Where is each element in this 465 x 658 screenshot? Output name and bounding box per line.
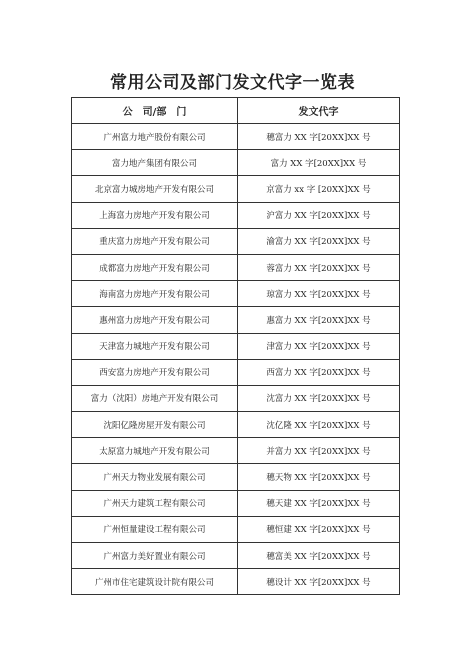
code-cell: 穗天物 XX 字[20XX]XX 号 xyxy=(238,464,400,490)
company-cell: 成都富力房地产开发有限公司 xyxy=(72,254,238,280)
table-row xyxy=(72,385,400,411)
code-cell: 并富力 XX 字[20XX]XX 号 xyxy=(238,438,400,464)
column-header-code: 发文代字 xyxy=(238,98,400,124)
code-cell: 京富力 xx 字 [20XX]XX 号 xyxy=(238,176,400,202)
table-row xyxy=(72,281,400,307)
company-cell: 沈阳亿隆房屋开发有限公司 xyxy=(72,412,238,438)
code-cell: 琼富力 XX 字[20XX]XX 号 xyxy=(238,281,400,307)
page-title: 常用公司及部门发文代字一览表 xyxy=(110,73,355,93)
company-cell: 富力地产集团有限公司 xyxy=(72,150,238,176)
table-row xyxy=(72,359,400,385)
code-cell: 沈亿隆 XX 字[20XX]XX 号 xyxy=(238,412,400,438)
company-cell: 北京富力城房地产开发有限公司 xyxy=(72,176,238,202)
code-cell: 穗天建 XX 字[20XX]XX 号 xyxy=(238,490,400,516)
code-cell: 穗恒建 XX 字[20XX]XX 号 xyxy=(238,516,400,542)
code-cell: 渝富力 XX 字[20XX]XX 号 xyxy=(238,228,400,254)
table-row xyxy=(72,464,400,490)
code-cell: 沈富力 XX 字[20XX]XX 号 xyxy=(238,385,400,411)
code-cell: 津富力 XX 字[20XX]XX 号 xyxy=(238,333,400,359)
company-cell: 西安富力房地产开发有限公司 xyxy=(72,359,238,385)
table-row xyxy=(72,543,400,569)
code-cell: 穗富美 XX 字[20XX]XX 号 xyxy=(238,543,400,569)
company-cell: 海南富力房地产开发有限公司 xyxy=(72,281,238,307)
table-row xyxy=(72,307,400,333)
table-header-row xyxy=(72,98,400,124)
table-row xyxy=(72,124,400,150)
table-row xyxy=(72,150,400,176)
company-cell: 广州天力建筑工程有限公司 xyxy=(72,490,238,516)
company-cell: 广州恒量建设工程有限公司 xyxy=(72,516,238,542)
table-row xyxy=(72,438,400,464)
code-cell: 蓉富力 XX 字[20XX]XX 号 xyxy=(238,254,400,280)
code-cell: 穗设计 XX 字[20XX]XX 号 xyxy=(238,569,400,595)
table-row xyxy=(72,569,400,595)
table-row xyxy=(72,176,400,202)
code-cell: 穗富力 XX 字[20XX]XX 号 xyxy=(238,124,400,150)
table-row xyxy=(72,202,400,228)
table-row xyxy=(72,490,400,516)
company-cell: 天津富力城地产开发有限公司 xyxy=(72,333,238,359)
company-cell: 太原富力城地产开发有限公司 xyxy=(72,438,238,464)
company-cell: 广州天力物业发展有限公司 xyxy=(72,464,238,490)
table-row xyxy=(72,516,400,542)
table-row xyxy=(72,333,400,359)
company-cell: 上海富力房地产开发有限公司 xyxy=(72,202,238,228)
table-row xyxy=(72,412,400,438)
table-row xyxy=(72,228,400,254)
company-cell: 重庆富力房地产开发有限公司 xyxy=(72,228,238,254)
code-cell: 西富力 XX 字[20XX]XX 号 xyxy=(238,359,400,385)
code-cell: 惠富力 XX 字[20XX]XX 号 xyxy=(238,307,400,333)
code-cell: 富力 XX 字[20XX]XX 号 xyxy=(238,150,400,176)
company-cell: 广州富力美好置业有限公司 xyxy=(72,543,238,569)
code-cell: 沪富力 XX 字[20XX]XX 号 xyxy=(238,202,400,228)
code-table xyxy=(71,97,400,595)
company-cell: 广州富力地产股份有限公司 xyxy=(72,124,238,150)
company-cell: 惠州富力房地产开发有限公司 xyxy=(72,307,238,333)
company-cell: 广州市住宅建筑设计院有限公司 xyxy=(72,569,238,595)
company-cell: 富力（沈阳）房地产开发有限公司 xyxy=(72,385,238,411)
table-row xyxy=(72,254,400,280)
column-header-company: 公 司/部 门 xyxy=(72,98,238,124)
